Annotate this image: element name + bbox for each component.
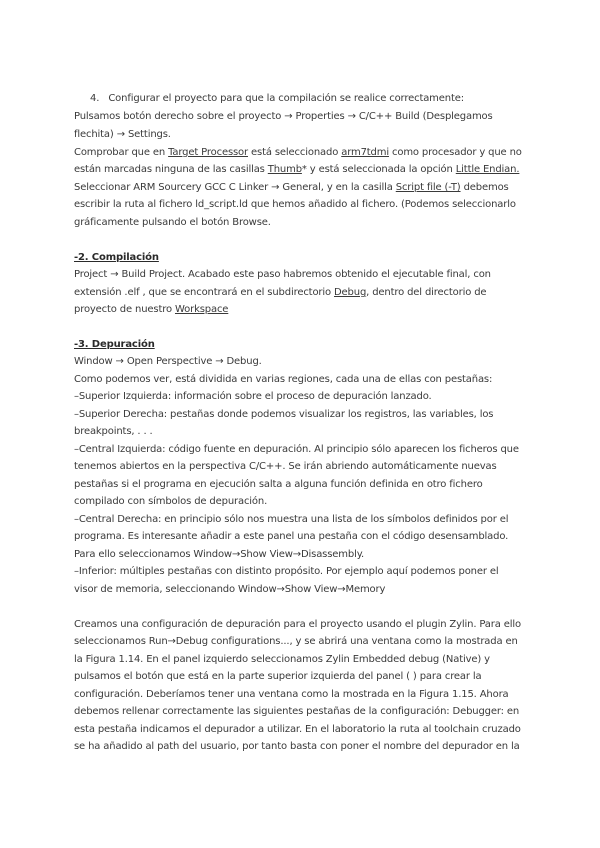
target-processor-link: Target Processor	[168, 147, 248, 158]
body-line: escribir la ruta al fichero ld_script.ld que hemos añadido al fichero. (Podemos seleccionarlo	[74, 199, 516, 210]
body-line: debemos rellenar correctamente las siguientes pestañas de la configuración: Debugger: en	[74, 706, 520, 717]
arm7tdmi-link: arm7tdmi	[341, 147, 389, 158]
body-line: Creamos una configuración de depuración para el proyecto usando el plugin Zylin. Para ello	[74, 619, 521, 630]
text-run: proyecto de nuestro	[74, 304, 175, 315]
script-file-link: Script file (-T)	[395, 182, 461, 193]
body-line: programa. Es interesante añadir a este panel una pestaña con el código desensamblado.	[74, 531, 509, 542]
body-line: Para ello seleccionamos Window→Show View→Disassembly.	[74, 549, 365, 560]
body-line: visor de memoria, seleccionando Window→Show View→Memory	[74, 584, 386, 595]
text-run: * y está seleccionada la opción	[301, 164, 456, 175]
body-line: gráficamente pulsando el botón Browse.	[74, 217, 271, 228]
body-line: esta pestaña indicamos el depurador a utilizar. En el laboratorio la ruta al toolchain cruzado	[74, 724, 521, 735]
body-line: configuración. Deberíamos tener una ventana como la mostrada en la Figura 1.15. Ahora	[74, 689, 509, 700]
little-endian-link: Little Endian.	[455, 164, 520, 175]
body-line: –Central Derecha: en principio sólo nos muestra una lista de los símbolos definidos por el	[74, 514, 509, 525]
body-line: Como podemos ver, está dividida en varias regiones, cada una de ellas con pestañas:	[74, 374, 493, 385]
text-run: , dentro del directorio de	[366, 287, 487, 298]
body-line: seleccionamos Run→Debug configurations..., y se abrirá una ventana como la mostrada en	[74, 636, 518, 647]
workspace-link: Workspace	[174, 304, 229, 315]
body-line: Window → Open Perspective → Debug.	[74, 356, 262, 367]
list-number: 4.	[90, 93, 100, 104]
body-line: Pulsamos botón derecho sobre el proyecto → Properties → C/C++ Build (Desplegamos	[74, 111, 493, 122]
text-run: como procesador y que no	[388, 147, 522, 158]
body-line: –Central Izquierda: código fuente en depuración. Al principio sólo aparecen los ficheros que	[74, 444, 519, 455]
section-heading-compilacion: -2. Compilación	[74, 252, 159, 263]
body-line	[74, 301, 228, 319]
body-line	[74, 179, 509, 197]
text-run: Comprobar que en	[74, 147, 169, 158]
body-line: se ha añadido al path del usuario, por tanto basta con poner el nombre del depurador en la	[74, 741, 520, 752]
body-line: la Figura 1.14. En el panel izquierdo seleccionamos Zylin Embedded debug (Native) y	[74, 654, 490, 665]
body-line: tenemos abiertos en la perspectiva C/C++. Se irán abriendo automáticamente nuevas	[74, 461, 497, 472]
body-line: –Superior Derecha: pestañas donde podemos visualizar los registros, las variables, los	[74, 409, 494, 420]
text-run: Seleccionar ARM Sourcery GCC C Linker → General, y en la casilla	[74, 182, 396, 193]
body-line: flechita) → Settings.	[74, 129, 171, 140]
text-run: debemos	[460, 182, 509, 193]
text-run: está seleccionado	[248, 147, 342, 158]
section-heading-depuracion: -3. Depuración	[74, 339, 155, 350]
body-line: pestañas si el programa en ejecución salta a alguna función definida en otro fichero	[74, 479, 483, 490]
body-line: Project → Build Project. Acabado este paso habremos obtenido el ejecutable final, con	[74, 269, 491, 280]
list-item-4	[90, 90, 464, 108]
body-line: –Superior Izquierda: información sobre el proceso de depuración lanzado.	[74, 391, 432, 402]
text-run: están marcadas ninguna de las casillas	[74, 164, 268, 175]
body-line: pulsamos el botón que está en la parte superior izquierda del panel ( ) para crear la	[74, 671, 482, 682]
thumb-link: Thumb	[267, 164, 302, 175]
body-line	[74, 161, 519, 179]
body-line	[74, 144, 522, 162]
body-line: compilado con símbolos de depuración.	[74, 496, 268, 507]
body-line	[74, 284, 486, 302]
body-line: breakpoints, . . .	[74, 426, 153, 437]
text-run: extensión .elf , que se encontrará en el subdirectorio	[74, 287, 334, 298]
list-item-text: Configurar el proyecto para que la compilación se realice correctamente:	[108, 93, 464, 104]
debug-link: Debug	[334, 287, 367, 298]
body-line: –Inferior: múltiples pestañas con distinto propósito. Por ejemplo aquí podemos poner el	[74, 566, 499, 577]
